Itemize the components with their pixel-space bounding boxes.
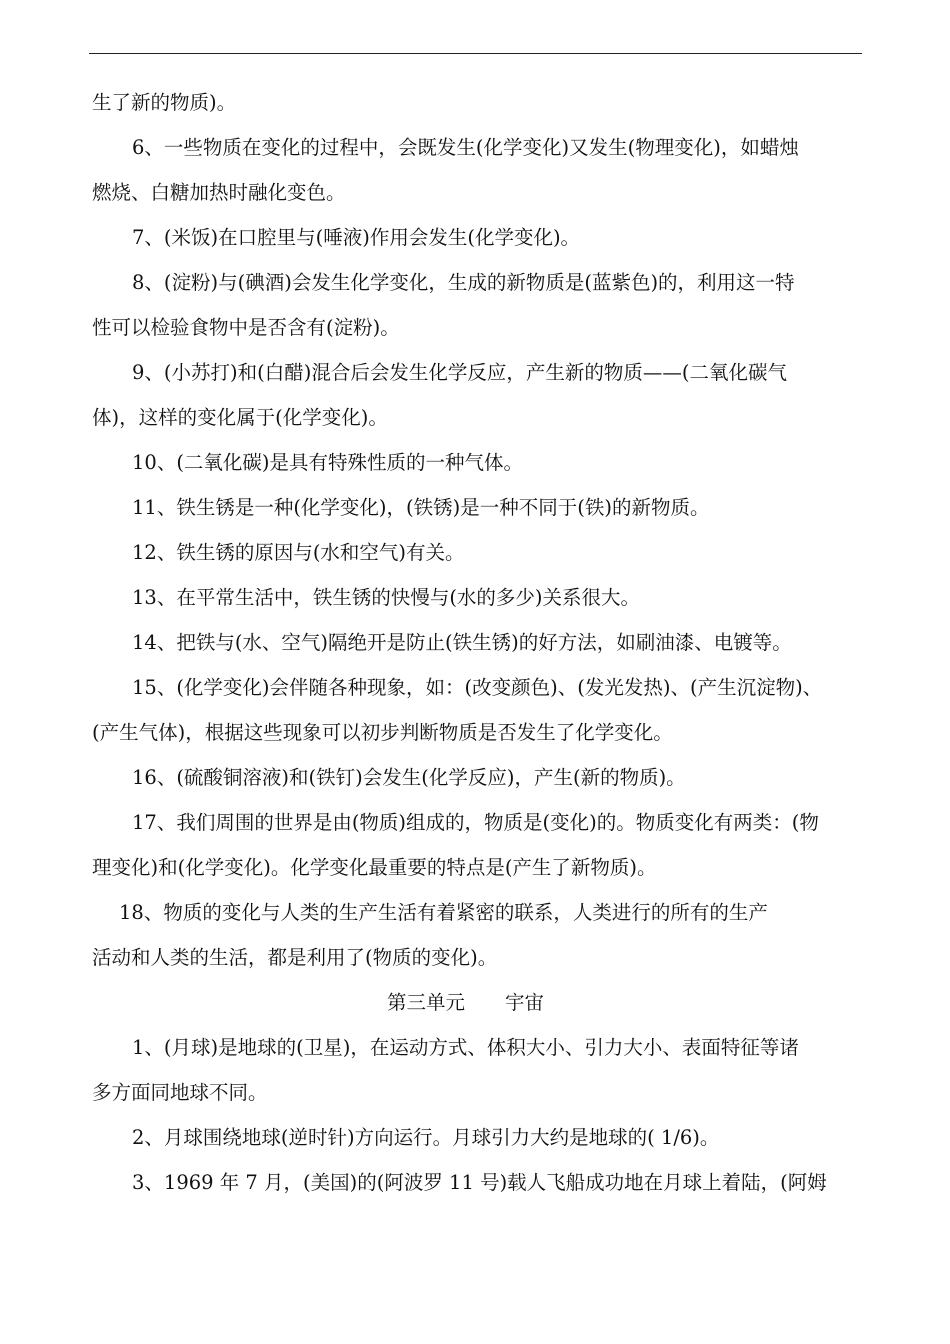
- text-line: 10、(二氧化碳)是具有特殊性质的一种气体。: [132, 451, 524, 474]
- section-title: 宇宙: [505, 991, 545, 1014]
- text-line: 7、(米饭)在口腔里与(唾液)作用会发生(化学变化)。: [132, 226, 581, 249]
- text-line: 8、(淀粉)与(碘酒)会发生化学变化，生成的新物质是(蓝紫色)的，利用这一特: [132, 271, 795, 294]
- text-line: 1、(月球)是地球的(卫星)，在运动方式、体积大小、引力大小、表面特征等诸: [132, 1036, 799, 1059]
- text-line: 17、我们周围的世界是由(物质)组成的，物质是(变化)的。物质变化有两类：(物: [132, 811, 819, 834]
- text-line: 15、(化学变化)会伴随各种现象，如：(改变颜色)、(发光发热)、(产生沉淀物)、: [132, 676, 823, 699]
- text-line: 性可以检验食物中是否含有(淀粉)。: [92, 316, 400, 339]
- text-line: 3、1969 年 7 月，(美国)的(阿波罗 11 号)载人飞船成功地在月球上着陆，(阿姆: [132, 1171, 827, 1194]
- section-heading: [92, 991, 860, 1015]
- text-line: (产生气体)，根据这些现象可以初步判断物质是否发生了化学变化。: [92, 721, 673, 744]
- header-rule: [89, 53, 862, 54]
- text-line: 活动和人类的生活，都是利用了(物质的变化)。: [92, 946, 498, 969]
- document-body: [92, 91, 860, 1195]
- text-line: 2、月球围绕地球(逆时针)方向运行。月球引力大约是地球的( 1/6)。: [132, 1126, 720, 1149]
- text-line: 13、在平常生活中，铁生锈的快慢与(水的多少)关系很大。: [132, 586, 641, 609]
- text-line: 生了新的物质)。: [92, 91, 237, 114]
- text-line: 多方面同地球不同。: [92, 1081, 268, 1104]
- text-line: 9、(小苏打)和(白醋)混合后会发生化学反应，产生新的物质——(二氧化碳气: [132, 361, 787, 384]
- text-line: 12、铁生锈的原因与(水和空气)有关。: [132, 541, 465, 564]
- section-unit: 第三单元: [387, 991, 466, 1014]
- text-line: 体)，这样的变化属于(化学变化)。: [92, 406, 388, 429]
- text-line: 6、一些物质在变化的过程中，会既发生(化学变化)又发生(物理变化)，如蜡烛: [132, 136, 799, 159]
- text-line: 理变化)和(化学变化)。化学变化最重要的特点是(产生了新物质)。: [92, 856, 657, 879]
- text-line: 18、物质的变化与人类的生产生活有着紧密的联系，人类进行的所有的生产: [119, 901, 768, 924]
- text-line: 11、铁生锈是一种(化学变化)，(铁锈)是一种不同于(铁)的新物质。: [132, 496, 710, 519]
- text-line: 燃烧、白糖加热时融化变色。: [92, 181, 346, 204]
- text-line: 16、(硫酸铜溶液)和(铁钉)会发生(化学反应)，产生(新的物质)。: [132, 766, 686, 789]
- text-line: 14、把铁与(水、空气)隔绝开是防止(铁生锈)的好方法，如刷油漆、电镀等。: [132, 631, 792, 654]
